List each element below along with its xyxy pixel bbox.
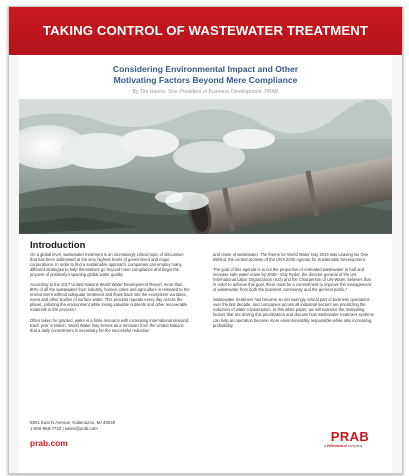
- paragraph: and reuse of wastewater. The theme for World Water Day 2019 was Leaving No One Behind, the central promise of the UN's 2030 Agenda for Sustainable Development.: [213, 252, 369, 263]
- tagline-prefix: a: [324, 444, 326, 448]
- contact-block: [30, 420, 115, 431]
- paragraph: According to the 2017 United Nations World Water Development Report, more than 80% of all the wastewater from industry, homes, cities and agriculture is released to the environment without adequate treatment and flows back into the ecosystem via lakes, rivers and other bodies of surface water. This process repeats every day across the planet, polluting the environment while losing valuable nutrients and other recoverable materials in the process.¹: [30, 282, 190, 313]
- tagline-brand: Hillenbrand: [327, 444, 347, 448]
- paragraph: The goal of this agenda is to cut the proportion of untreated wastewater in half and increase safe water reuse by 2030.² Guy Ryder, the director-general of the UN International Labor Organization (ILO) and the Chairperson of UN-Water, believes that in order to achieve this goal, there must be a commitment to improve the management of wastewater from both the business community and the general public.³: [213, 267, 372, 293]
- left-text-column: [30, 252, 191, 338]
- title-banner: [9, 7, 402, 55]
- paragraph: Wastewater treatment has become an increasingly critical part of business operations over the last decade, and companies across all industrial sectors are prioritizing the reduction of water consumption. In this white paper, we will examine the motivating factors that are driving this prioritization and discuss how wastewater treatment systems can help an operation become more environmentally responsible while also increasing profitability.: [213, 297, 374, 328]
- paragraph: On a global level, wastewater treatment is an increasingly critical topic of discussion that has been addressed at the very highest levels of government and major corporations. In order to find a sustainable approach, companies can employ many different strategies to help themselves go beyond mere compliance and begin the process of positively impacting global water quality.: [30, 252, 184, 278]
- page-content: [19, 55, 392, 473]
- logo-wordmark: PRAB: [330, 429, 370, 444]
- photo-illustration: [19, 99, 392, 234]
- tagline-suffix: company: [347, 444, 363, 448]
- document-title: TAKING CONTROL OF WASTEWATER TREATMENT: [42, 23, 369, 38]
- subtitle-line-1: Considering Environmental Impact and Other: [112, 64, 299, 74]
- document-page: [8, 6, 403, 474]
- paragraph: Often taken for granted, water is a finite resource with increasing international demand. Each year in March, World Water Day serves as a reminder from the United Nations that a daily commitment is necessary for the successful reduction: [30, 317, 190, 333]
- author-byline: By Tim Hanna, Vice President of Business Development, PRAB: [132, 89, 279, 95]
- website-link[interactable]: prab.com: [30, 438, 68, 448]
- introduction-heading: Introduction: [30, 240, 86, 251]
- logo-tagline: [324, 444, 362, 448]
- prab-logo: [319, 429, 381, 453]
- article-subtitle: [19, 64, 392, 86]
- subtitle-line-2: Motivating Factors Beyond Mere Compliance: [113, 75, 298, 85]
- address-line: 5801 East N Avenue, Kalamazoo, MI 49048: [30, 420, 116, 425]
- right-text-column: [213, 252, 374, 333]
- phone-email-line: 1-800-968-7722 | sales@prab.com: [30, 425, 98, 431]
